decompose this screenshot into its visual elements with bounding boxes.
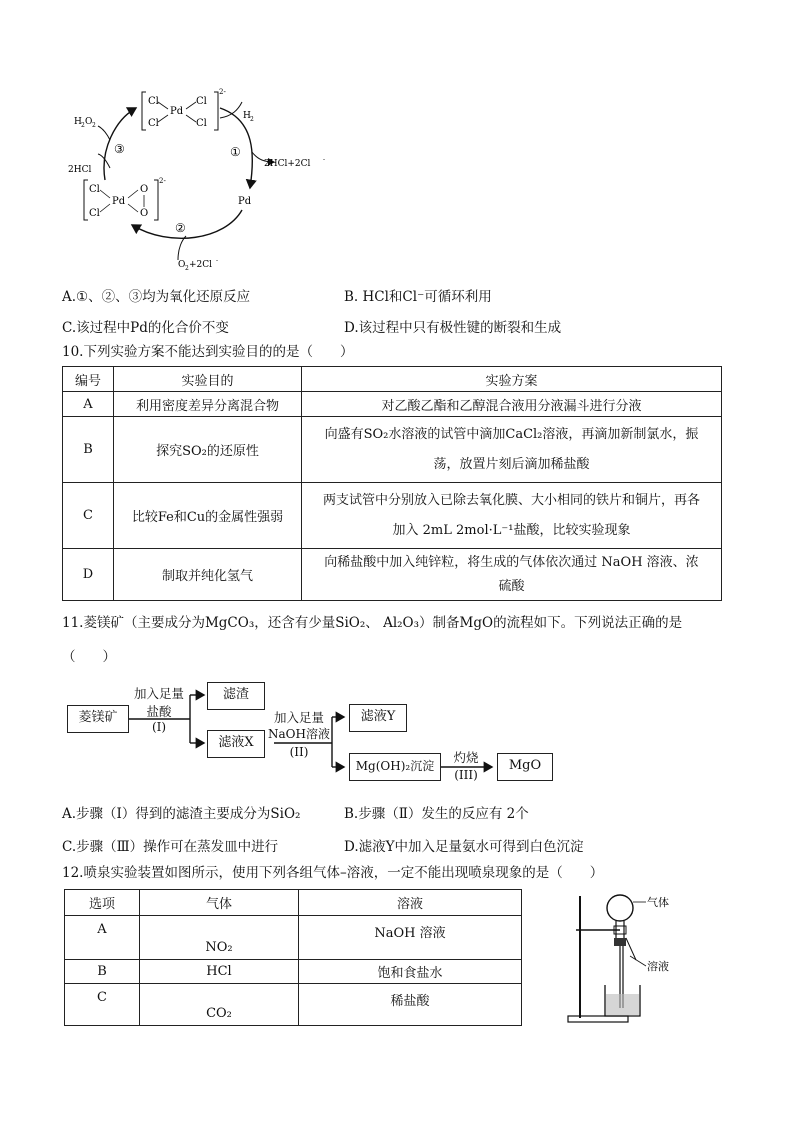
row-plan-line1: 两支试管中分别放入已除去氧化膜、大小相同的铁片和铜片，再各: [322, 492, 700, 508]
top-complex-bracket-left: [142, 92, 146, 130]
row-plan: [302, 549, 722, 601]
h2-label: H: [243, 111, 251, 121]
row-solution: NaOH 溶液: [299, 916, 522, 960]
q11-option-d: D.滤液Y中加入足量氨水可得到白色沉淀: [344, 839, 584, 855]
left-complex-bracket-right: [154, 180, 158, 220]
o2-label: O: [178, 260, 186, 270]
step3-label: ③: [114, 142, 125, 156]
step1-number: (I): [151, 720, 167, 734]
row-plan-line1: 向稀盐酸中加入纯锌粒，将生成的气体依次通过 NaOH 溶液、浓: [324, 554, 699, 570]
step2-label: ②: [175, 221, 186, 235]
gas-label: 气体: [647, 896, 669, 909]
top-charge: 2-: [219, 88, 226, 96]
row-option: B: [65, 960, 140, 984]
step3-number: (III): [454, 768, 478, 782]
top-cl-2: Cl: [196, 96, 207, 107]
row-plan: 对乙酸乙酯和乙醇混合液用分液漏斗进行分液: [302, 392, 722, 417]
hcl-output-sup: -: [323, 156, 326, 163]
row-goal: 利用密度差异分离混合物: [114, 392, 302, 417]
header-plan: 实验方案: [302, 367, 722, 392]
h2o2-sub-a: 2: [81, 122, 85, 129]
top-cl-3: Cl: [148, 118, 159, 129]
table-row: [63, 417, 722, 483]
left-cl-1: Cl: [89, 184, 100, 195]
o2-sup: -: [216, 257, 219, 264]
left-o-2: O: [140, 208, 149, 219]
top-cl-4: Cl: [196, 118, 207, 129]
q9-option-d: D.该过程中只有极性键的断裂和生成: [344, 320, 562, 336]
arrow-step2: [132, 210, 242, 238]
row-option: C: [65, 984, 140, 1026]
h2o2-sub-b: 2: [92, 122, 96, 129]
row-gas: CO₂: [140, 984, 299, 1026]
step2-number: (II): [289, 745, 309, 759]
step1-reagent-b: 盐酸: [146, 704, 172, 719]
q9-option-c: C.该过程中Pd的化合价不变: [62, 320, 229, 336]
filtrate-y-box: 滤液Y: [349, 704, 407, 732]
header-option: 选项: [65, 890, 140, 916]
pd-label: Pd: [238, 196, 252, 207]
catalytic-cycle-diagram: [60, 80, 360, 280]
row-plan-line1: 向盛有SO₂水溶液的试管中滴加CaCl₂溶液，再滴加新制氯水，振: [324, 426, 699, 442]
top-cl-1: Cl: [148, 96, 159, 107]
left-o-1: O: [140, 184, 149, 195]
h2o2-output-line: [98, 126, 110, 140]
header-solution: 溶液: [299, 890, 522, 916]
solution-label: 溶液: [647, 960, 669, 973]
residue-box: 滤渣: [207, 682, 265, 710]
h2-sub: 2: [250, 116, 254, 123]
row-id: D: [63, 549, 114, 601]
step2-reagent: 加入足量: [273, 710, 324, 725]
row-id: A: [63, 392, 114, 417]
q12-table: [64, 889, 522, 1026]
row-gas: HCl: [140, 960, 299, 984]
fountain-apparatus-drawing: [560, 890, 690, 1030]
row-id: C: [63, 483, 114, 549]
q9-option-a: A.①、②、③均为氧化还原反应: [62, 289, 251, 305]
table-header-row: [63, 367, 722, 392]
row-goal: 探究SO₂的还原性: [114, 417, 302, 483]
row-goal: 制取并纯化氢气: [114, 549, 302, 601]
q11-option-c: C.步骤（Ⅲ）操作可在蒸发皿中进行: [62, 839, 279, 855]
o2-rest: +2Cl: [189, 260, 213, 270]
o2-input-line: [178, 236, 186, 260]
step2-reagent-b: NaOH溶液: [268, 727, 330, 741]
left-cl-2: Cl: [89, 208, 100, 219]
hcl-input: 2HCl: [68, 165, 92, 175]
q11-stem: 11.菱镁矿（主要成分为MgCO₃，还含有少量SiO₂、 Al₂O₃）制备MgO的流程如下。下列说法正确的是: [62, 615, 683, 631]
h2o2-o: O: [85, 117, 93, 127]
table-row: [65, 984, 522, 1026]
header-goal: 实验目的: [114, 367, 302, 392]
left-pd: Pd: [112, 196, 126, 207]
step1-label: ①: [230, 145, 241, 159]
row-option: A: [65, 916, 140, 960]
o2-sub: 2: [185, 265, 189, 272]
q12-stem: 12.喷泉实验装置如图所示，使用下列各组气体–溶液，一定不能出现喷泉现象的是（ ）: [62, 865, 604, 881]
header-gas: 气体: [140, 890, 299, 916]
table-row: [63, 483, 722, 549]
q11-option-a: A.步骤（Ⅰ）得到的滤渣主要成分为SiO₂: [62, 806, 301, 822]
row-plan: [302, 483, 722, 549]
row-goal: 比较Fe和Cu的金属性强弱: [114, 483, 302, 549]
ore-box: 菱镁矿: [67, 705, 129, 733]
row-plan-line2: 荡，放置片刻后滴加稀盐酸: [433, 456, 590, 472]
step3-reagent: 灼烧: [453, 750, 479, 765]
q9-option-b: B. HCl和Cl⁻可循环利用: [344, 289, 492, 305]
row-gas: NO₂: [140, 916, 299, 960]
filtrate-x-box: 滤液X: [207, 730, 265, 758]
table-row: [65, 916, 522, 960]
step1-reagent: 加入足量: [133, 686, 184, 701]
top-complex-bracket-right: [214, 92, 218, 130]
top-pd: Pd: [170, 106, 184, 117]
row-plan-line2: 加入 2mL 2mol·L⁻¹盐酸，比较实验现象: [392, 522, 631, 538]
h2o2-label: H: [74, 117, 82, 127]
hcl-output: 2HCl+2Cl: [264, 159, 311, 169]
left-complex-bracket-left: [84, 180, 88, 220]
left-charge: 2-: [159, 177, 166, 185]
row-solution: 稀盐酸: [299, 984, 522, 1026]
row-solution: 饱和食盐水: [299, 960, 522, 984]
q10-stem: 10.下列实验方案不能达到实验目的的是（ ）: [62, 344, 354, 360]
table-row: [63, 549, 722, 601]
q11-option-b: B.步骤（Ⅱ）发生的反应有 2个: [344, 806, 529, 822]
q11-paren: （ ）: [62, 649, 116, 665]
table-row: [63, 392, 722, 417]
row-plan-line2: 硫酸: [498, 578, 525, 594]
q10-table: [62, 366, 722, 601]
precipitate-box: Mg(OH)₂沉淀: [349, 753, 441, 781]
table-header-row: [65, 890, 522, 916]
mgo-box: MgO: [497, 753, 553, 781]
header-id: 编号: [63, 367, 114, 392]
row-id: B: [63, 417, 114, 483]
row-plan: [302, 417, 722, 483]
table-row: [65, 960, 522, 984]
